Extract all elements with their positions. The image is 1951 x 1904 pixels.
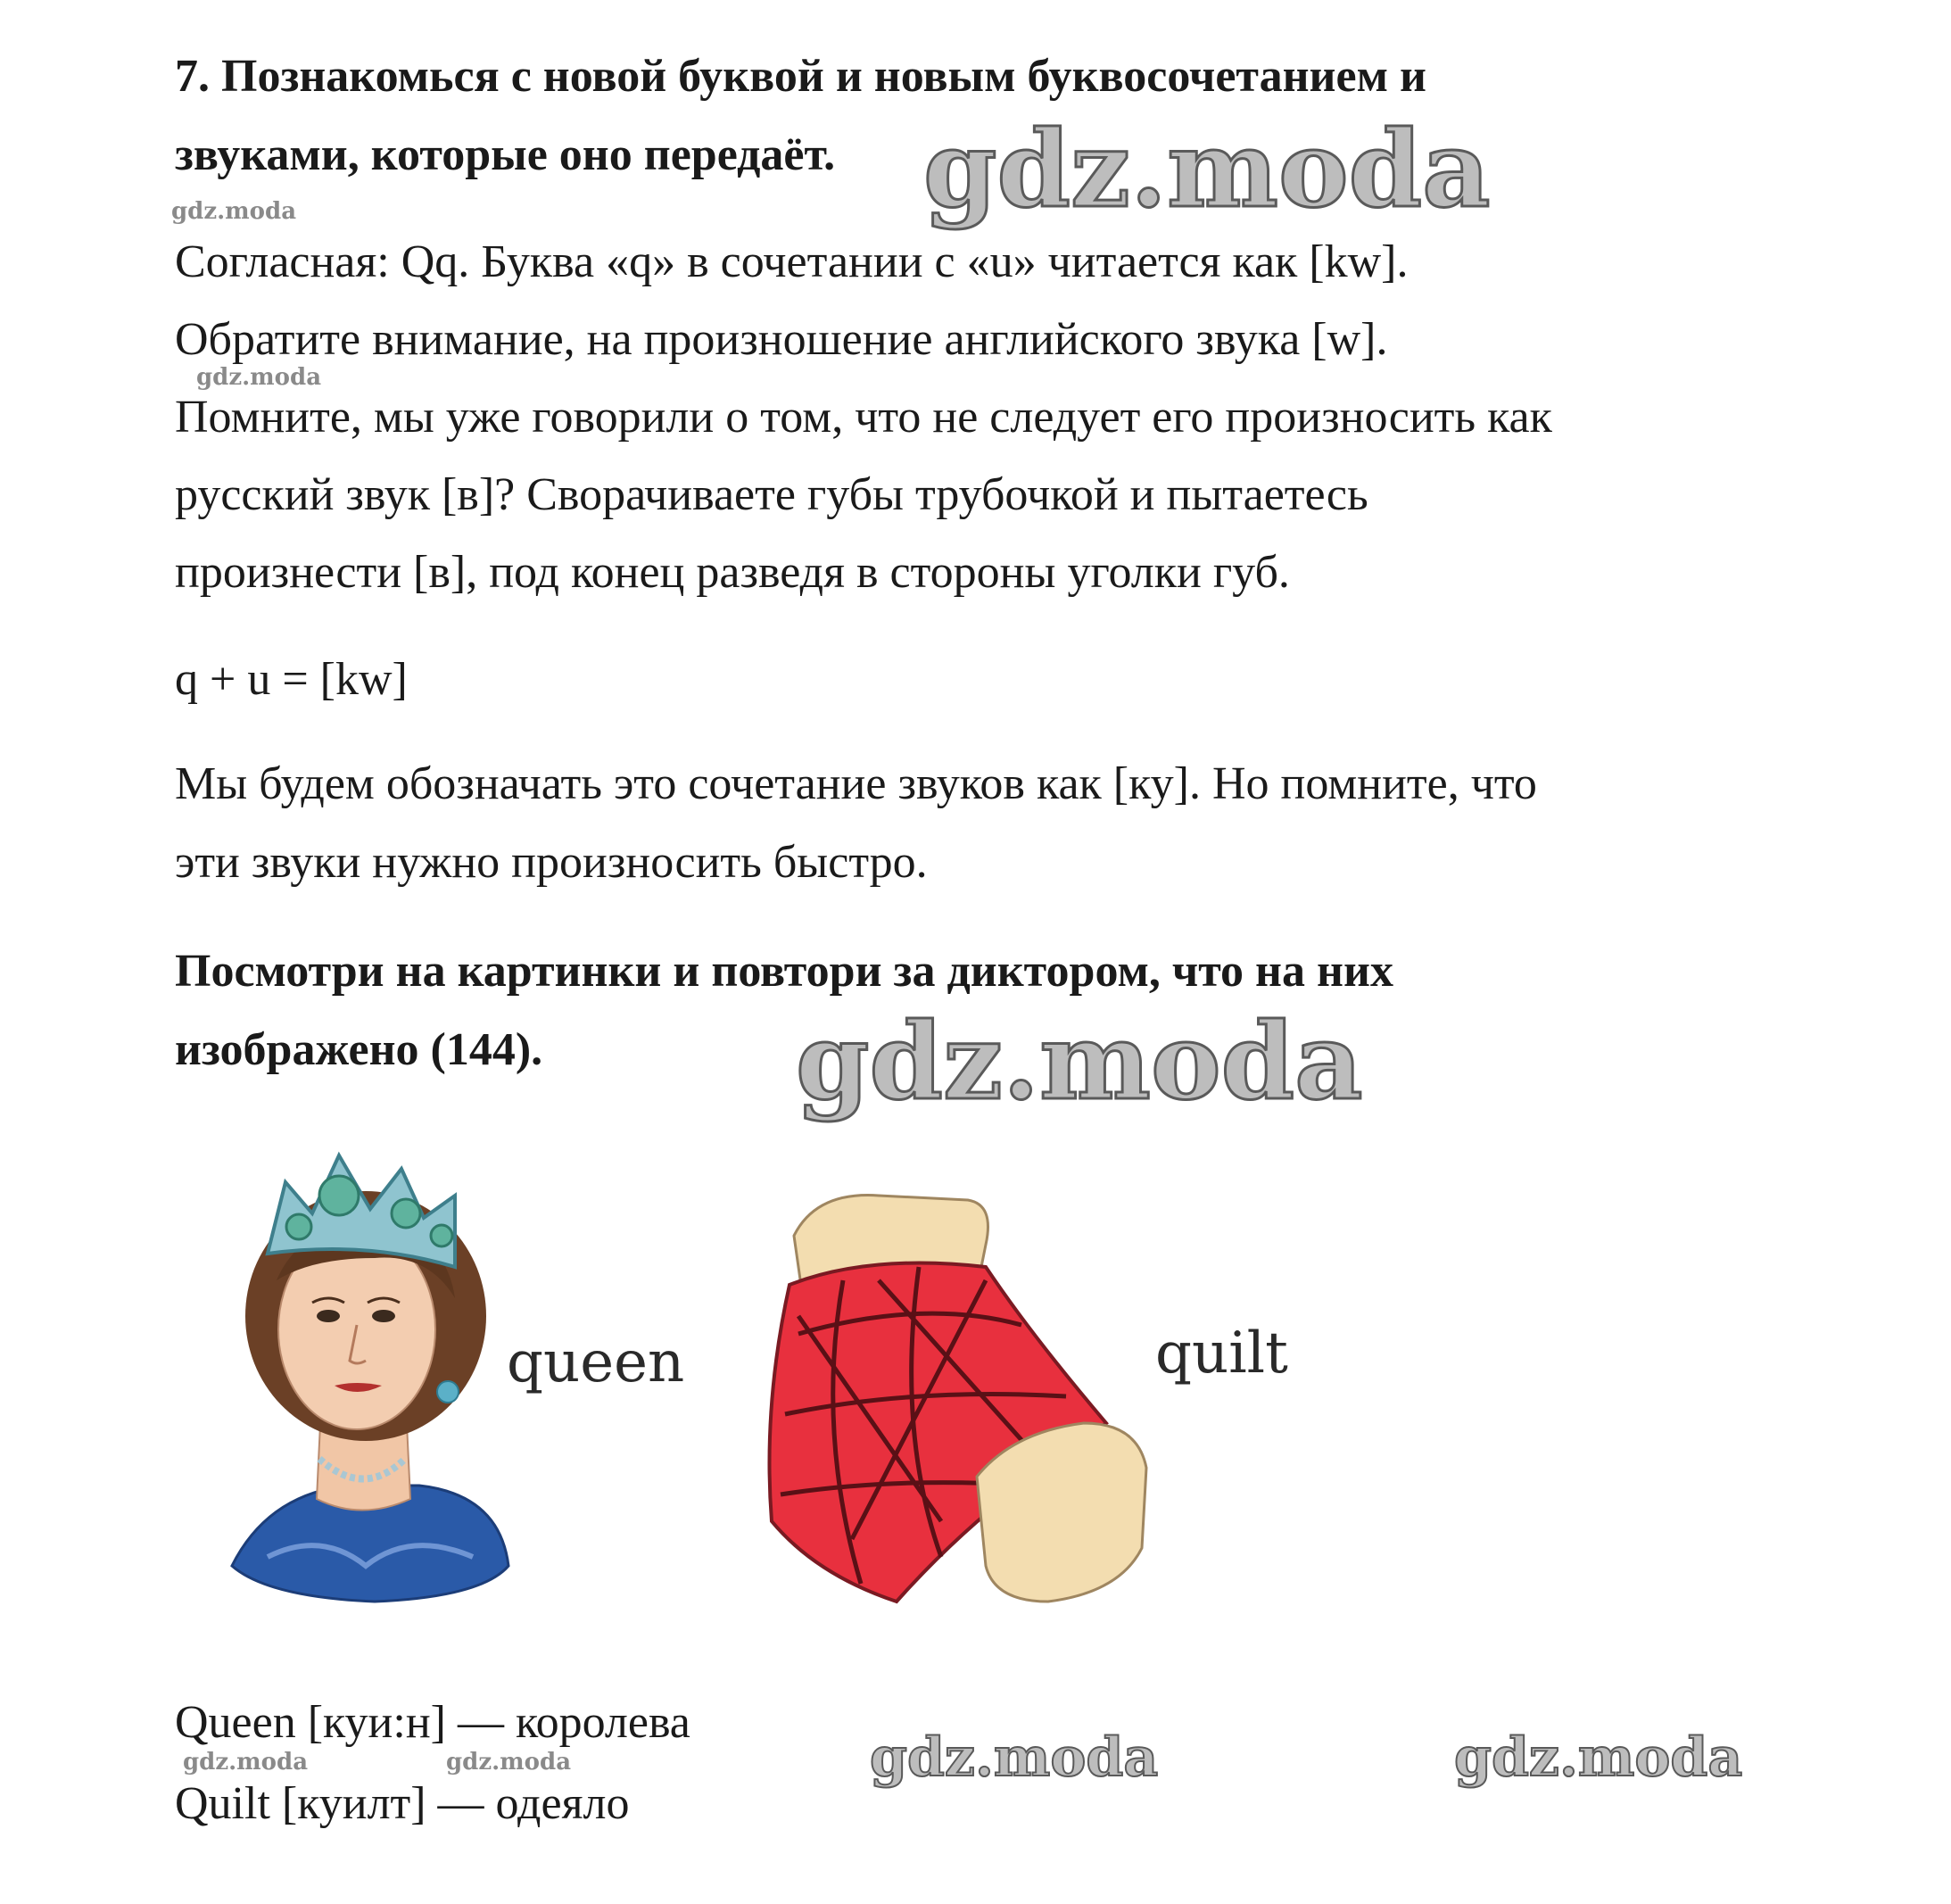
watermark-large: gdz.moda (796, 999, 1363, 1123)
watermark-medium: gdz.moda (870, 1726, 1159, 1789)
watermark-small: gdz.moda (196, 364, 322, 391)
body-text-line: Согласная: Qq. Буква «q» в сочетании с «u» читается как [kw]. (175, 236, 1409, 287)
watermark-medium: gdz.moda (1454, 1726, 1743, 1789)
watermark-small: gdz.moda (183, 1749, 309, 1776)
queen-label: queen (507, 1329, 685, 1395)
watermark-small: gdz.moda (446, 1749, 572, 1776)
body-text-line: эти звуки нужно произносить быстро. (175, 837, 928, 888)
watermark-large: gdz.moda (923, 107, 1491, 231)
body-text-line: произнести [в], под конец разведя в стороны уголки губ. (175, 547, 1290, 598)
task-instruction-line-1: Посмотри на картинки и повтори за диктором, что на них (175, 946, 1393, 997)
vocab-queen: Queen [куи:н] — королева (175, 1697, 690, 1748)
body-text-line: Помните, мы уже говорили о том, что не следует его произносить как (175, 392, 1552, 443)
body-text-line: русский звук [в]? Сворачиваете губы трубочкой и пытаетесь (175, 469, 1368, 520)
body-text-line: Мы будем обозначать это сочетание звуков как [ку]. Но помните, что (175, 758, 1537, 809)
quilt-illustration (763, 1182, 1173, 1619)
quilt-label: quilt (1155, 1320, 1288, 1387)
vocab-quilt: Quilt [куилт] — одеяло (175, 1778, 630, 1829)
formula: q + u = [kw] (175, 654, 408, 705)
body-text-line: Обратите внимание, на произношение английского звука [w]. (175, 314, 1388, 365)
queen-illustration (214, 1147, 517, 1610)
exercise-title-line-1: 7. Познакомься с новой буквой и новым буквосочетанием и (175, 51, 1426, 102)
task-instruction-line-2: изображено (144). (175, 1024, 543, 1075)
exercise-title-line-2: звуками, которые оно передаёт. (175, 129, 836, 180)
watermark-small: gdz.moda (171, 198, 297, 225)
